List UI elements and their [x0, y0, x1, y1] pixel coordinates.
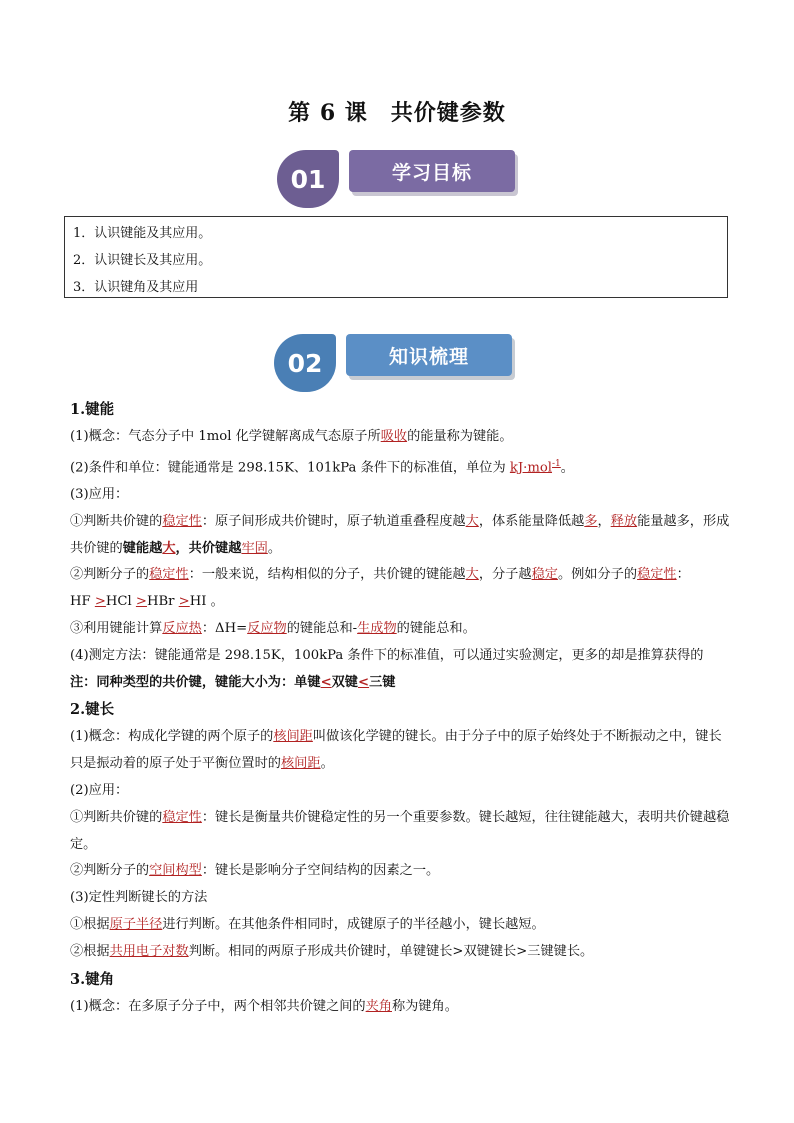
page-title: 第 6 课 共价键参数 — [288, 100, 506, 126]
paragraph: ①根据原子半径进行判断。在其他条件相同时，成键原子的半径越小，键长越短。 — [70, 916, 545, 932]
paragraph: (4)测定方法：键能通常是 298.15K，100kPa 条件下的标准值，可以通过实验测定，更多的却是推算获得的 — [70, 647, 704, 663]
goal-item: 3．认识键角及其应用 — [73, 280, 199, 295]
section-number: 02 — [274, 334, 336, 392]
goals-box — [64, 216, 728, 298]
knowledge-content — [70, 396, 730, 1020]
paragraph: ②判断分子的稳定性：一般来说，结构相似的分子，共价键的键能越大，分子越稳定。例如分子的稳定性： HF >HCl >HBr >HI 。 — [70, 567, 690, 610]
paragraph: (2)应用： — [70, 782, 129, 798]
paragraph: ②根据共用电子对数判断。相同的两原子形成共价键时，单键键长>双键键长>三键键长。 — [70, 943, 594, 959]
section-heading: 2.键长 — [70, 701, 115, 719]
section-number: 01 — [277, 150, 339, 208]
paragraph: (1)概念：构成化学键的两个原子的核间距叫做该化学键的键长。由于分子中的原子始终处于不断振动之中，键长只是振动着的原子处于平衡位置时的核间距。 — [70, 729, 722, 772]
section-label: 学习目标 — [349, 150, 515, 192]
paragraph: ②判断分子的空间构型：键长是影响分子空间结构的因素之一。 — [70, 863, 440, 879]
goal-item: 2．认识键长及其应用。 — [73, 253, 212, 268]
section-heading: 3.键角 — [70, 970, 115, 988]
goal-item: 1．认识键能及其应用。 — [73, 226, 212, 241]
note: 注：同种类型的共价键，键能大小为：单键<双键<三键 — [70, 674, 396, 690]
paragraph: ①判断共价键的稳定性：键长是衡量共价键稳定性的另一个重要参数。键长越短，往往键能越大，表明共价键越稳定。 — [70, 809, 730, 852]
section-heading: 1.键能 — [70, 401, 115, 418]
paragraph: (1)概念：在多原子分子中，两个相邻共价键之间的夹角称为键角。 — [70, 998, 458, 1014]
paragraph: ①判断共价键的稳定性：原子间形成共价键时，原子轨道重叠程度越大，体系能量降低越多，释放能量越多，形成共价键的键能越大，共价键越牢固。 — [70, 513, 730, 556]
paragraph: (1)概念：气态分子中 1mol 化学键解离成气态原子所吸收的能量称为键能。 — [70, 429, 513, 444]
paragraph: ③利用键能计算反应热：ΔH=反应物的键能总和-生成物的键能总和。 — [70, 620, 476, 636]
section-label: 知识梳理 — [346, 334, 512, 376]
paragraph: (3)定性判断键长的方法 — [70, 890, 208, 906]
paragraph: (2)条件和单位：键能通常是 298.15K、101kPa 条件下的标准值，单位为 kJ·mol$^{-1}$。 — [70, 458, 574, 476]
paragraph: (3)应用： — [70, 486, 129, 502]
